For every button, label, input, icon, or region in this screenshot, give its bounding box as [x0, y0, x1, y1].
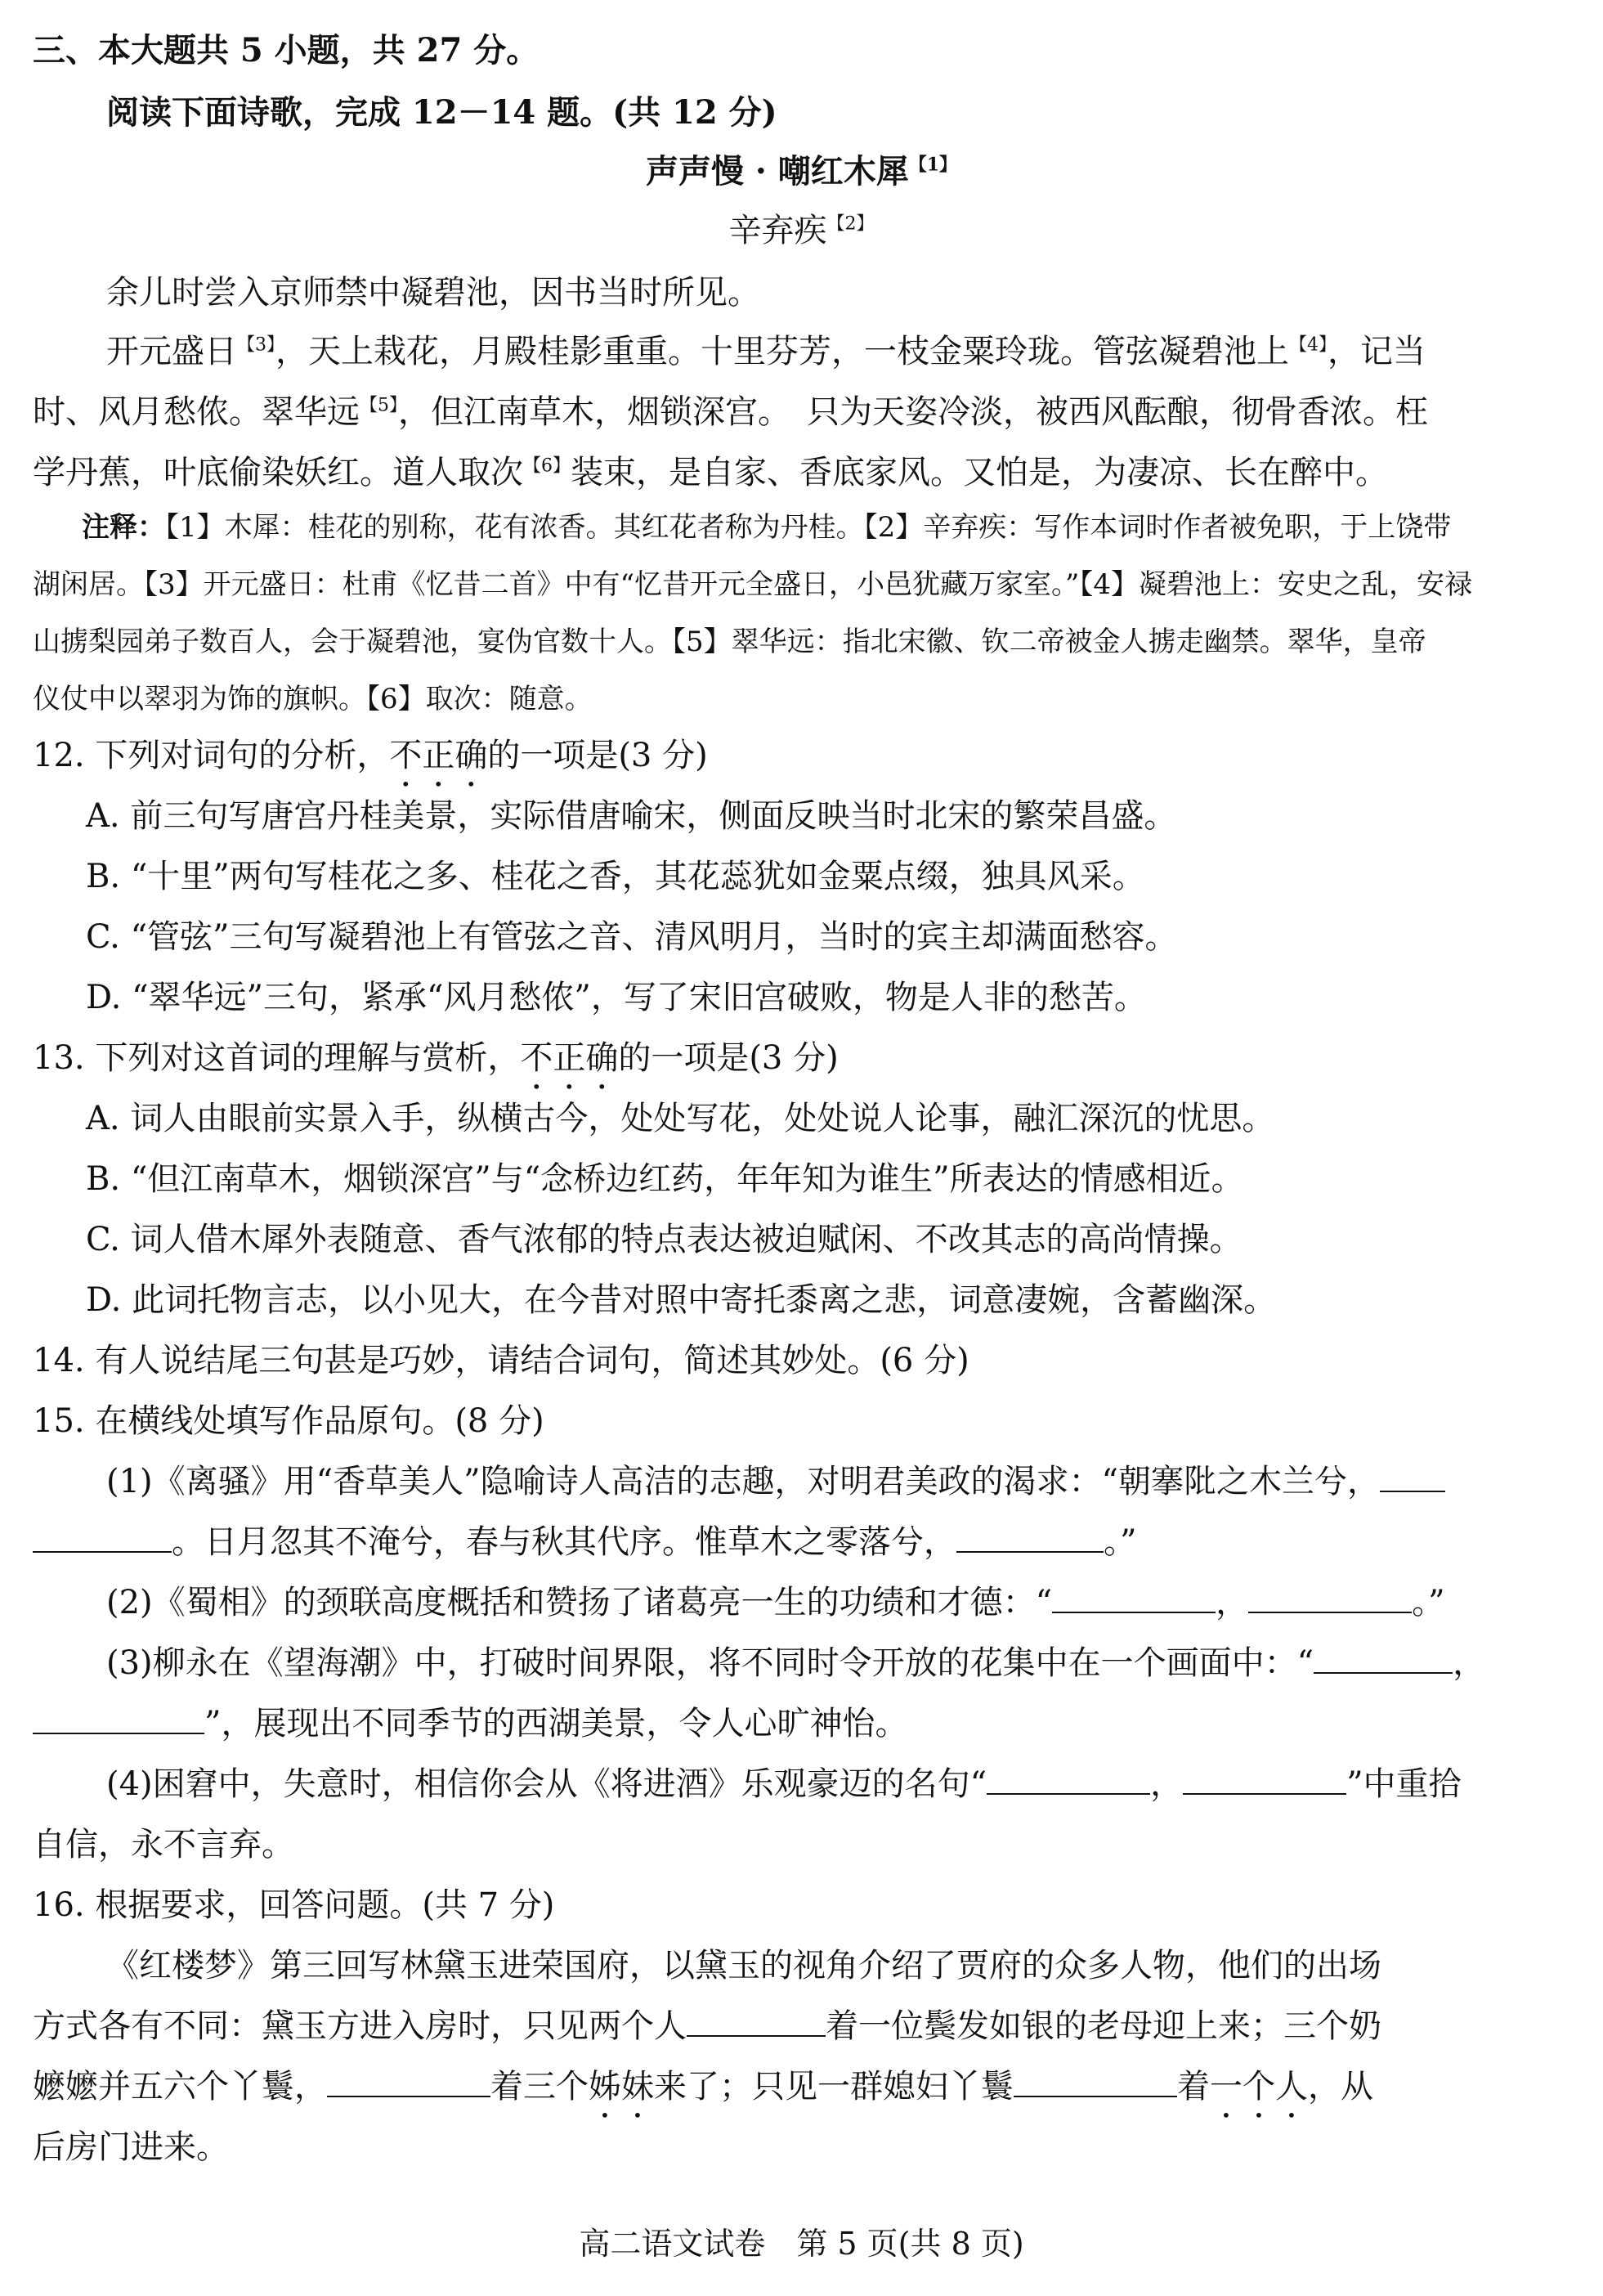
q15-sub3-comma: ， — [1453, 1644, 1486, 1682]
q15-sub3-line2 — [33, 1697, 907, 1750]
poem-line-3 — [33, 446, 1388, 499]
q15-sub3-text-2: ”，展现出不同季节的西湖美景，令人心旷神怡。 — [204, 1705, 908, 1742]
q15-sub4-text-2: ”中重拾 — [1346, 1765, 1462, 1803]
q16-para-line4: 后房门进来。 — [33, 2128, 229, 2166]
q13-option-d: D. 此词托物言志，以小见大，在今昔对照中寄托黍离之悲，词意凄婉，含蓄幽深。 — [86, 1281, 1277, 1319]
poem-line-1-b: ，天上栽花，月殿桂影重重。十里芬芳，一枝金粟玲珑。管弦凝碧池上 — [275, 333, 1289, 370]
poem-author-text: 辛弃疾 — [728, 212, 827, 249]
q15-sub3-text: (3)柳永在《望海潮》中，打破时间界限，将不同时令开放的花集中在一个画面中：“ — [106, 1644, 1314, 1682]
q12-stem — [33, 729, 708, 794]
q12-option-b: B. “十里”两句写桂花之多、桂花之香，其花蕊犹如金粟点缀，独具风采。 — [86, 858, 1145, 895]
q13-emphasis: 不正确 — [520, 1039, 619, 1077]
poem-title — [0, 146, 1603, 198]
answer-blank[interactable] — [987, 1760, 1150, 1795]
q13-stem — [33, 1032, 839, 1096]
answer-blank[interactable] — [33, 1700, 204, 1734]
q15-sub3-line1 — [106, 1637, 1485, 1689]
q16-text-3b: 着三个 — [490, 2068, 589, 2105]
poem-author — [0, 204, 1603, 257]
q13-option-a: A. 词人由眼前实景入手，纵横古今，处处写花，处处说人论事，融汇深沉的忧思。 — [86, 1100, 1275, 1137]
poem-instruction: 阅读下面诗歌，完成 12－14 题。(共 12 分) — [106, 93, 777, 132]
q16-text-3a: 嬷嬷并五六个丫鬟， — [33, 2068, 327, 2105]
q12-option-d: D. “翠华远”三句，紧承“风月愁侬”，写了宋旧宫破败，物是人非的愁苦。 — [86, 979, 1147, 1016]
poem-line-2-b: ，但江南草木，烟锁深宫。 只为天姿冷淡，被西风酝酿，彻骨香浓。枉 — [398, 393, 1428, 431]
q16-text-2b: 着一位鬓发如银的老母迎上来；三个奶 — [826, 2007, 1381, 2045]
notes-line-4: 仪仗中以翠羽为饰的旗帜。【6】取次：随意。 — [33, 683, 593, 715]
answer-blank[interactable] — [1183, 1760, 1346, 1795]
poem-line-3-b: 装束，是自家、香底家风。又怕是，为凄凉、长在醉中。 — [571, 454, 1388, 491]
answer-blank[interactable] — [33, 1518, 172, 1553]
notes-label: 注释： — [82, 511, 165, 544]
q15-sub4-line2: 自信，永不言弃。 — [33, 1826, 294, 1863]
poem-line-3-a: 学丹蕉，叶底偷染妖红。道人取次 — [33, 454, 523, 491]
q12-option-a: A. 前三句写唐宫丹桂美景，实际借唐喻宋，侧面反映当时北宋的繁荣昌盛。 — [86, 797, 1177, 835]
section-heading: 三、本大题共 5 小题，共 27 分。 — [33, 31, 540, 70]
q15-stem: 15. 在横线处填写作品原句。(8 分) — [33, 1402, 544, 1440]
note-ref-6: 【6】 — [523, 455, 571, 477]
q12-emphasis: 不正确 — [389, 737, 488, 774]
answer-blank[interactable] — [327, 2063, 490, 2097]
notes-line-2: 湖闲居。【3】开元盛日：杜甫《忆昔二首》中有“忆昔开元全盛日，小邑犹藏万家室。”【4】凝碧池上：安史之乱，安禄 — [33, 568, 1473, 601]
poem-line-1 — [106, 325, 1426, 378]
note-ref-4: 【4】 — [1289, 334, 1328, 356]
note-ref-5: 【5】 — [360, 395, 398, 416]
q14-stem: 14. 有人说结尾三句甚是巧妙，请结合词句，简述其妙处。(6 分) — [33, 1342, 969, 1379]
q12-stem-pre: 12. 下列对词句的分析， — [33, 737, 390, 774]
q15-sub4-line1 — [106, 1758, 1462, 1810]
q16-text-3d: 来了；只见一群媳妇丫鬟 — [654, 2068, 1014, 2105]
poem-title-text: 声声慢 · 嘲红木犀 — [645, 152, 909, 191]
q13-stem-pre: 13. 下列对这首词的理解与赏析， — [33, 1039, 521, 1077]
q16-emphasis-sisters: 姊妹 — [589, 2068, 654, 2105]
note-ref-2: 【2】 — [826, 213, 875, 235]
q15-sub2-comma: ， — [1216, 1584, 1249, 1621]
q16-emphasis-person: 一个人 — [1210, 2068, 1308, 2105]
q16-text-3e: 着 — [1177, 2068, 1210, 2105]
q16-text-3g: ，从 — [1308, 2068, 1373, 2105]
q15-sub4-comma: ， — [1150, 1765, 1184, 1803]
q15-sub2-end: 。” — [1412, 1584, 1445, 1621]
q13-option-c: C. 词人借木犀外表随意、香气浓郁的特点表达被迫赋闲、不改其志的高尚情操。 — [86, 1221, 1243, 1258]
poem-preface: 余儿时尝入京师禁中凝碧池，因书当时所见。 — [106, 274, 760, 312]
q15-sub1-text: (1)《离骚》用“香草美人”隐喻诗人高洁的志趣，对明君美政的渴求：“朝搴阰之木兰兮， — [106, 1463, 1381, 1500]
answer-blank[interactable] — [1314, 1639, 1453, 1674]
q16-para-line1: 《红楼梦》第三回写林黛玉进荣国府，以黛玉的视角介绍了贾府的众多人物，他们的出场 — [106, 1947, 1381, 1984]
note-ref-3: 【3】 — [237, 334, 275, 356]
poem-line-2 — [33, 386, 1428, 438]
answer-blank[interactable] — [1380, 1458, 1445, 1492]
q15-sub1-text-2: 。日月忽其不淹兮，春与秋其代序。惟草木之零落兮， — [172, 1523, 956, 1561]
q13-option-b: B. “但江南草木，烟锁深宫”与“念桥边红药，年年知为谁生”所表达的情感相近。 — [86, 1160, 1244, 1198]
q15-sub4-text: (4)困窘中，失意时，相信你会从《将进酒》乐观豪迈的名句“ — [106, 1765, 987, 1803]
q16-para-line2 — [33, 2000, 1381, 2052]
poem-line-1-c: ，记当 — [1328, 333, 1426, 370]
q15-sub2-text: (2)《蜀相》的颈联高度概括和赞扬了诸葛亮一生的功绩和才德：“ — [106, 1584, 1053, 1621]
q15-sub1-text-3: 。” — [1104, 1523, 1137, 1561]
poem-line-2-a: 时、风月愁侬。翠华远 — [33, 393, 360, 431]
notes-line-3: 山掳梨园弟子数百人，会于凝碧池，宴伪官数十人。【5】翠华远：指北宋徽、钦二帝被金人掳走幽禁。翠华，皇帝 — [33, 626, 1426, 658]
q15-sub2 — [106, 1576, 1445, 1629]
q13-stem-post: 的一项是(3 分) — [618, 1039, 839, 1077]
notes-line-1 — [82, 499, 1451, 556]
q12-option-c: C. “管弦”三句写凝碧池上有管弦之音、清风明月，当时的宾主却满面愁容。 — [86, 918, 1178, 956]
q16-text-2a: 方式各有不同：黛玉方进入房时，只见两个人 — [33, 2007, 687, 2045]
q15-sub1-line2 — [33, 1516, 1136, 1568]
note-ref-1: 【1】 — [908, 154, 958, 176]
q15-sub1-line1 — [106, 1455, 1445, 1508]
answer-blank[interactable] — [1014, 2063, 1177, 2097]
page-footer: 高二语文试卷 第 5 页(共 8 页) — [579, 2226, 1024, 2262]
q16-para-line3 — [33, 2061, 1373, 2125]
q12-stem-post: 的一项是(3 分) — [487, 737, 708, 774]
notes-text-1: 【1】木犀：桂花的别称，花有浓香。其红花者称为丹桂。【2】辛弃疾：写作本词时作者被免职，于上饶带 — [165, 511, 1452, 544]
answer-blank[interactable] — [1248, 1579, 1412, 1613]
q16-stem: 16. 根据要求，回答问题。(共 7 分) — [33, 1886, 555, 1924]
answer-blank[interactable] — [687, 2002, 826, 2037]
poem-line-1-a: 开元盛日 — [106, 333, 237, 370]
answer-blank[interactable] — [1052, 1579, 1216, 1613]
answer-blank[interactable] — [956, 1518, 1104, 1553]
